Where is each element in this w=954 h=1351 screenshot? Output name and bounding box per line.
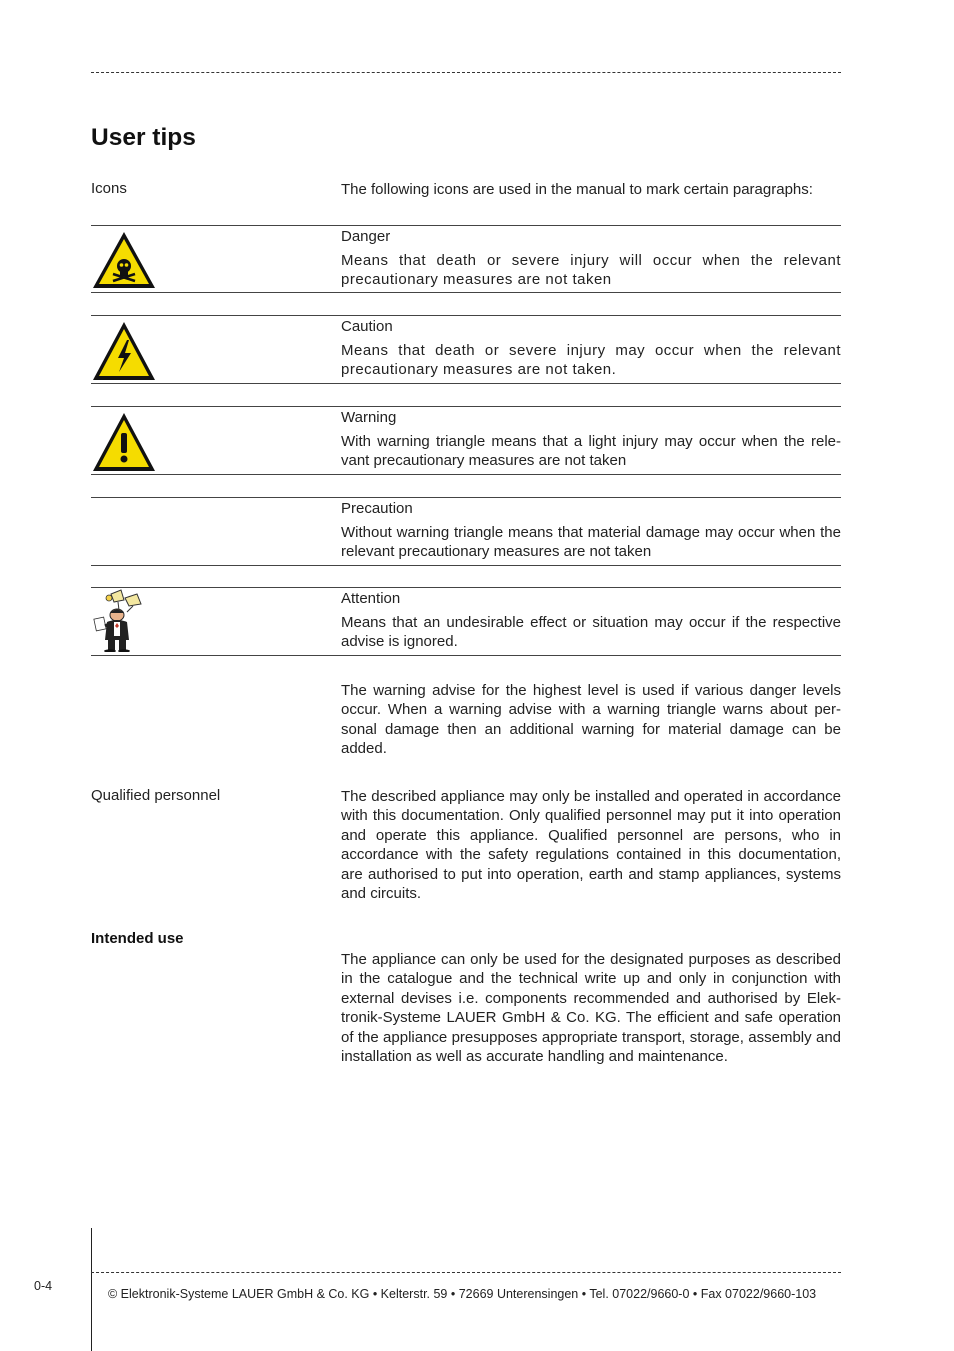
danger-notice-box — [91, 225, 841, 293]
page-title: User tips — [91, 124, 196, 151]
icons-label: Icons — [91, 180, 127, 197]
precaution-description: Without warning triangle means that material damage may occur when the relevant precautionary measures are not taken — [341, 524, 841, 561]
header-dashed-rule — [91, 72, 841, 73]
precaution-notice-box — [91, 497, 841, 566]
caution-heading: Caution — [341, 318, 393, 335]
skull-warning-triangle-icon — [91, 230, 157, 290]
attention-heading: Attention — [341, 590, 401, 607]
danger-description: Means that death or severe injury will occur when the relevant precautionary measures are not taken — [341, 252, 841, 289]
footer-margin-line — [91, 1228, 92, 1351]
footer-dashed-rule — [91, 1272, 841, 1273]
cartoon-man-with-lamps-icon — [91, 588, 151, 652]
caution-notice-box — [91, 315, 841, 384]
intended-use-paragraph: The appliance can only be used for the designated purposes as described in the catalogue and the technical write up and only in conjunction with external devises i.e. components recommended and authorised by Elek-tronik-Systeme LAUER GmbH & Co. KG. The efficient and safe operation of the appliance presupposes appropriate transport, storage, assembly and installation as well as accurate handling and maintenance. — [341, 951, 841, 1066]
icons-intro-text: The following icons are used in the manual to mark certain paragraphs: — [341, 181, 813, 198]
warning-advise-paragraph: The warning advise for the highest level is used if various danger levels occur. When a warning advise with a warning triangle warns about per-sonal damage then an additional warning for material damage can be added. — [341, 682, 841, 758]
precaution-heading: Precaution — [341, 500, 413, 517]
caution-description: Means that death or severe injury may occur when the relevant precautionary measures are not taken. — [341, 342, 841, 379]
intended-use-label: Intended use — [91, 930, 184, 947]
attention-notice-box — [91, 587, 841, 656]
qualified-personnel-label: Qualified personnel — [91, 787, 221, 804]
exclamation-warning-triangle-icon — [91, 411, 157, 473]
high-voltage-warning-triangle-icon — [91, 320, 157, 382]
warning-heading: Warning — [341, 409, 397, 426]
qualified-personnel-paragraph: The described appliance may only be installed and operated in accordance with this documentation. Only qualified personnel may put it into operation and operate this appliance. Qualified personnel are persons, who in accordance with the safety regulations contained in this documentation, are authorised to put into operation, earth and stamp appliances, systems and circuits. — [341, 788, 841, 903]
warning-description: With warning triangle means that a light injury may occur when the rele-vant precautionary measures are not taken — [341, 433, 841, 470]
warning-notice-box — [91, 406, 841, 475]
page-number: 0-4 — [34, 1279, 53, 1293]
danger-heading: Danger — [341, 228, 391, 245]
attention-description: Means that an undesirable effect or situation may occur if the respective advise is ignored. — [341, 614, 841, 651]
footer-company-info: © Elektronik-Systeme LAUER GmbH & Co. KG • Kelterstr. 59 • 72669 Unterensingen • Tel. 07022/9660-0 • Fax 07022/9660-103 — [108, 1287, 817, 1301]
